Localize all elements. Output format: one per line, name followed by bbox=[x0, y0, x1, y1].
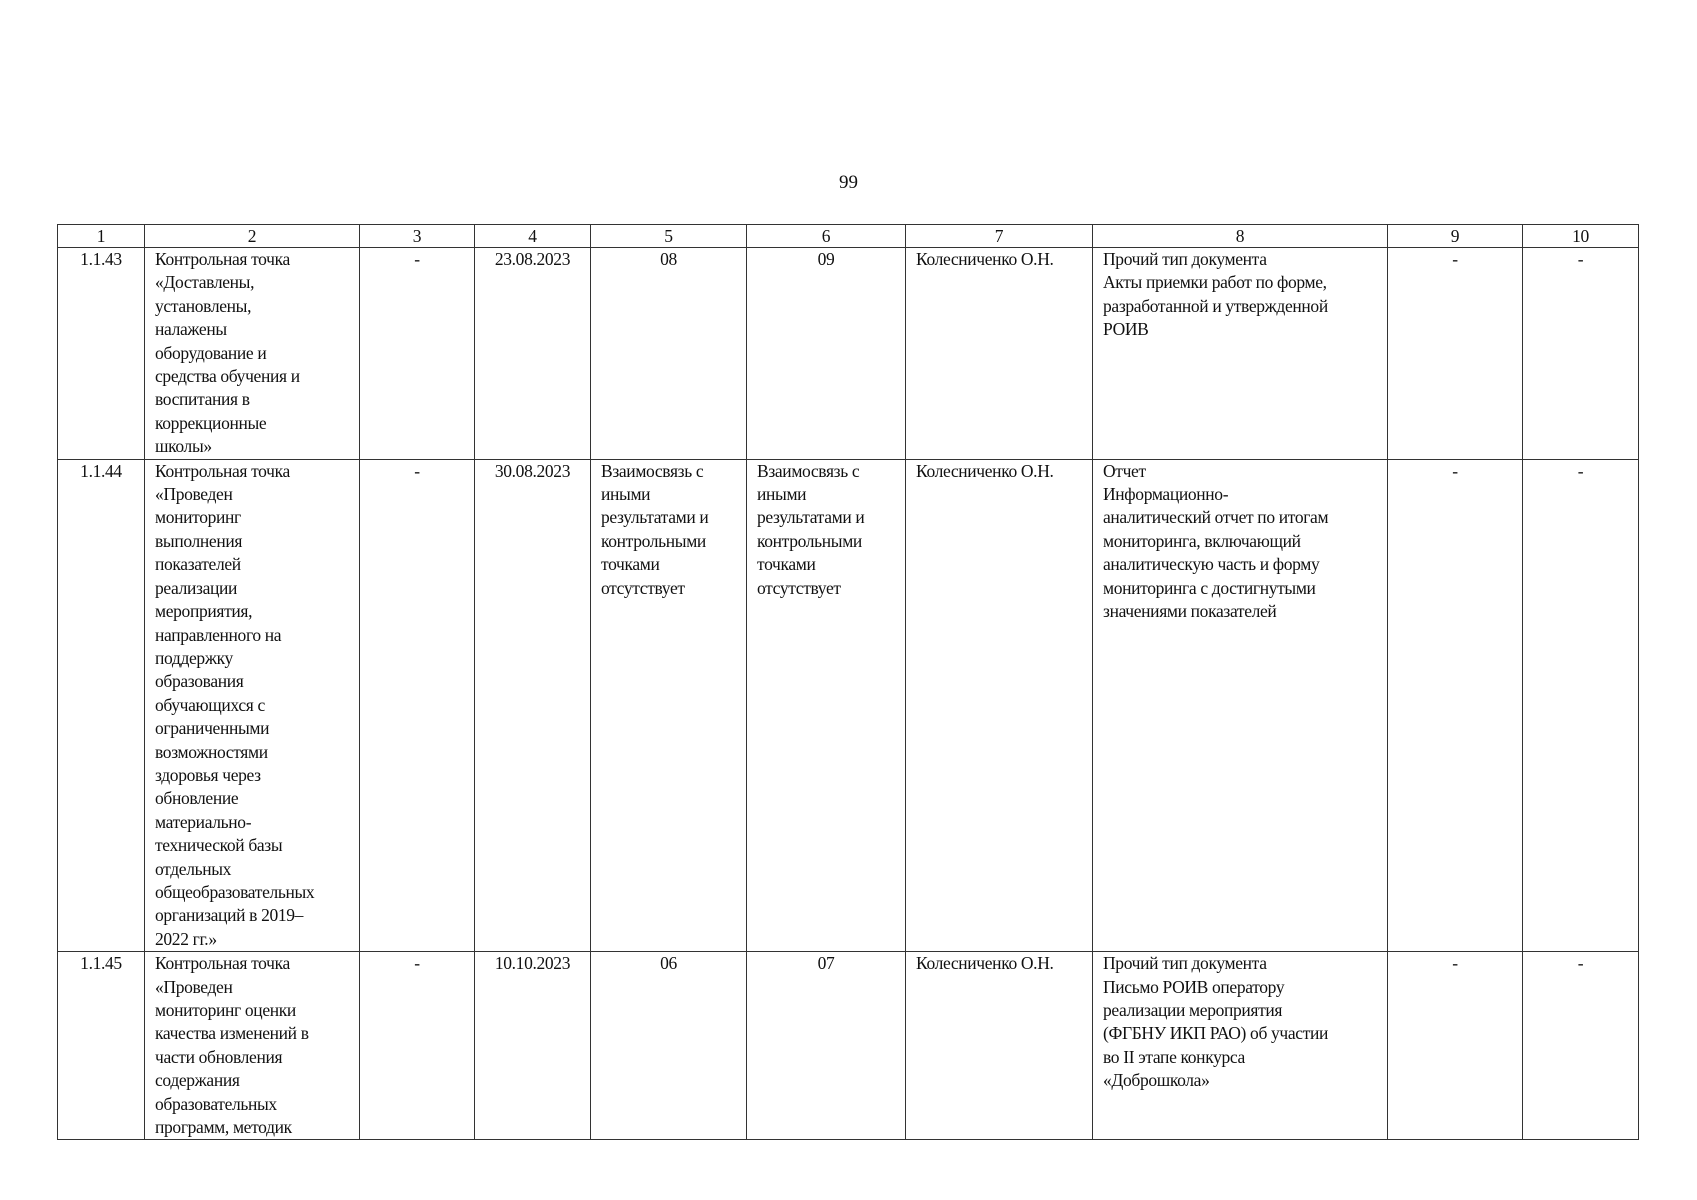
table-row bbox=[58, 952, 1639, 1140]
table-cell: - bbox=[1388, 248, 1523, 460]
table-cell: - bbox=[360, 952, 475, 1140]
table-cell: - bbox=[360, 248, 475, 460]
table-cell: - bbox=[1388, 459, 1523, 952]
column-number: 9 bbox=[1388, 225, 1523, 248]
table-cell: Взаимосвязь с иными результатами и контрольными точками отсутствует bbox=[747, 459, 906, 952]
table-cell: Колесниченко О.Н. bbox=[906, 459, 1093, 952]
document-table bbox=[57, 224, 1639, 1140]
table-cell: - bbox=[360, 459, 475, 952]
table-cell: Отчет Информационно- аналитический отчет по итогам мониторинга, включающий аналитическую часть и форму мониторинга с достигнутыми значениями показателей bbox=[1093, 459, 1388, 952]
column-number: 8 bbox=[1093, 225, 1388, 248]
column-number: 3 bbox=[360, 225, 475, 248]
column-number: 5 bbox=[591, 225, 747, 248]
table-cell: - bbox=[1523, 248, 1639, 460]
table-row bbox=[58, 248, 1639, 460]
table-cell: 10.10.2023 bbox=[475, 952, 591, 1140]
table-cell: 09 bbox=[747, 248, 906, 460]
table-cell: Контрольная точка «Проведен мониторинг оценки качества изменений в части обновления содержания образовательных программ, методик bbox=[145, 952, 360, 1140]
table-cell: 1.1.45 bbox=[58, 952, 145, 1140]
table-cell: Прочий тип документа Письмо РОИВ оператору реализации мероприятия (ФГБНУ ИКП РАО) об участии во II этапе конкурса «Доброшкола» bbox=[1093, 952, 1388, 1140]
table-cell: 30.08.2023 bbox=[475, 459, 591, 952]
table-cell: 1.1.44 bbox=[58, 459, 145, 952]
table-cell: 06 bbox=[591, 952, 747, 1140]
table-cell: Колесниченко О.Н. bbox=[906, 952, 1093, 1140]
table-cell: 23.08.2023 bbox=[475, 248, 591, 460]
column-number: 1 bbox=[58, 225, 145, 248]
column-number: 2 bbox=[145, 225, 360, 248]
table-cell: Прочий тип документа Акты приемки работ по форме, разработанной и утвержденной РОИВ bbox=[1093, 248, 1388, 460]
column-number: 7 bbox=[906, 225, 1093, 248]
table-cell: Контрольная точка «Доставлены, установлены, налажены оборудование и средства обучения и воспитания в коррекционные школы» bbox=[145, 248, 360, 460]
table-cell: 07 bbox=[747, 952, 906, 1140]
table-cell: - bbox=[1523, 952, 1639, 1140]
table-cell: - bbox=[1388, 952, 1523, 1140]
table-cell: Колесниченко О.Н. bbox=[906, 248, 1093, 460]
table-cell: 1.1.43 bbox=[58, 248, 145, 460]
table-cell: - bbox=[1523, 459, 1639, 952]
table-cell: 08 bbox=[591, 248, 747, 460]
column-number: 4 bbox=[475, 225, 591, 248]
table-cell: Взаимосвязь с иными результатами и контрольными точками отсутствует bbox=[591, 459, 747, 952]
table-row bbox=[58, 459, 1639, 952]
column-number: 10 bbox=[1523, 225, 1639, 248]
page-number: 99 bbox=[839, 172, 858, 193]
table-cell: Контрольная точка «Проведен мониторинг выполнения показателей реализации мероприятия, направленного на поддержку образования обучающихся с ограниченными возможностями здоровья через обновление материально- технической базы отдельных общеобразовательных организаций в 2019– 2022 гг.» bbox=[145, 459, 360, 952]
column-number: 6 bbox=[747, 225, 906, 248]
header-row bbox=[58, 225, 1639, 248]
